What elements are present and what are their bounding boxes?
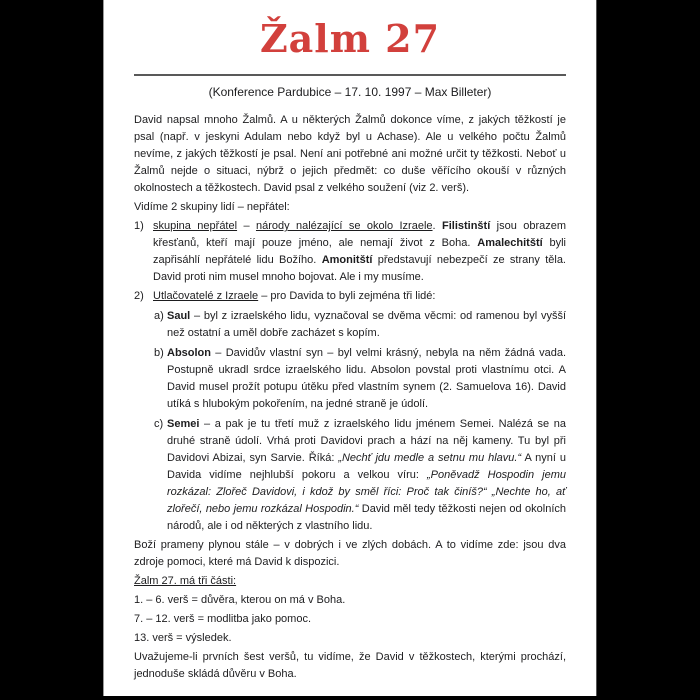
text-segment: 1. – 6. verš = důvěra, kterou on má v Boha. <box>134 594 346 606</box>
document-body <box>134 112 566 683</box>
page-content <box>104 0 596 683</box>
text-segment: jsou obrazem křesťanů, kteří mají pouze jméno, ale nemají život z Boha. <box>153 220 567 249</box>
text-segment: představují nebezpečí ze strany těla. David proti nim musel mnoho bojovat. Ale i my musíme. <box>153 254 566 283</box>
paragraph <box>134 573 566 590</box>
paragraph <box>134 199 566 216</box>
list-marker: 2) <box>134 290 144 302</box>
list-marker: a) <box>154 310 164 322</box>
text-segment: skupina nepřátel <box>153 220 238 232</box>
text-segment: 13. verš = výsledek. <box>134 632 232 644</box>
text-segment: – a pak je tu třetí muž z izraelského lidu jménem Semei. Nalézá se na druhé straně údolí. Vrhá proti Davidovi prach a hází na něj kameny. Tu byl při Davidovi Abizai, syn Sarvie. Říká: <box>167 418 566 464</box>
document-page <box>103 0 597 696</box>
text-segment: Vidíme 2 skupiny lidí – nepřátel: <box>134 201 290 213</box>
text-segment: „Nechť jdu medle a setnu mu hlavu.“ <box>338 452 522 464</box>
text-segment: byli zapřisáhlí nepřátelé lidu Božího. <box>153 237 566 266</box>
text-segment: – Davidův vlastní syn – byl velmi krásný, nebyla na něm žádná vada. Postupně ukradl srdce izraelského lidu. Absolon povstal proti vlastnímu otci. A David musel prožít potupu útěku před vlastním synem (2. Samuelova 16). David utíká s hlubokým pokořením, na jedné straně je údolí. <box>167 347 566 410</box>
list-item <box>134 218 566 286</box>
text-segment: – pro Davida to byli zejména tři lidé: <box>258 290 436 302</box>
paragraph <box>134 611 566 628</box>
text-segment: Uvažujeme-li prvních šest veršů, tu vidíme, že David v těžkostech, kterými prochází, jednoduše skládá důvěru v Boha. <box>134 651 566 680</box>
text-segment: David napsal mnoho Žalmů. A u některých Žalmů dokonce víme, z jakých těžkostí je psal (např. v jeskyni Adulam nebo když byl u Achase). Ale u velkého počtu Žalmů nevíme, z jakých těžkostí je psal. Není ani potřebné ani možné určit ty těžkosti. Neboť u Žalmů nejde o situaci, nýbrž o jejich předmět: co duše věřícího okouší v různých okolnostech a těžkostech. David psal z velkého soužení (viz 2. verš). <box>134 114 566 194</box>
text-segment: – <box>237 220 256 232</box>
list-marker: 1) <box>134 220 144 232</box>
text-segment: Boží prameny plynou stále – v dobrých i ve zlých dobách. A to vidíme zde: jsou dva zdroje pomoci, které má David k dispozici. <box>134 539 566 568</box>
text-segment: Amalechitští <box>477 237 543 249</box>
paragraph <box>134 649 566 683</box>
text-segment: Utlačovatelé z Izraele <box>153 290 259 302</box>
text-segment: Amonitští <box>321 254 373 266</box>
text-segment: Saul <box>167 310 191 322</box>
text-segment: A nyní u Davida vidíme nejhlubší pokoru a velkou víru: <box>167 452 566 481</box>
subtitle: (Konference Pardubice – 17. 10. 1997 – Max Billeter) <box>208 85 492 99</box>
text-segment: Semei <box>167 418 200 430</box>
list-item <box>134 345 566 413</box>
paragraph <box>134 537 566 571</box>
list-item <box>134 288 566 305</box>
page-title: Žalm 27 <box>259 16 441 61</box>
title-divider <box>134 74 566 76</box>
text-segment: Filistinští <box>441 220 491 232</box>
paragraph <box>134 630 566 647</box>
paragraph <box>134 592 566 609</box>
text-segment: . <box>432 220 442 232</box>
list-item <box>134 308 566 342</box>
text-segment: 7. – 12. verš = modlitba jako pomoc. <box>134 613 312 625</box>
text-segment: David měl tedy těžkosti nejen od okolních národů, ale i od některých z vlastního lidu. <box>167 503 566 532</box>
paragraph <box>134 112 566 197</box>
list-marker: c) <box>154 418 164 430</box>
text-segment: národy nalézající se okolo Izraele <box>255 220 433 232</box>
text-segment: „Poněvadž Hospodin jemu rozkázal: Zlořeč Davidovi, i kdož by směl říci: Proč tak činíš?“ „Nechte ho, ať zlořečí, nebo jemu rozkázal Hospodin.“ <box>167 469 566 515</box>
list-item <box>134 416 566 535</box>
text-segment: Žalm 27. má tři části: <box>134 575 237 587</box>
text-segment: Absolon <box>167 347 211 359</box>
list-marker: b) <box>154 347 164 359</box>
text-segment: – byl z izraelského lidu, vyznačoval se dvěma věcmi: od ramenou byl vyšší než ostatní a uměl dobře zacházet s kopím. <box>167 310 566 339</box>
